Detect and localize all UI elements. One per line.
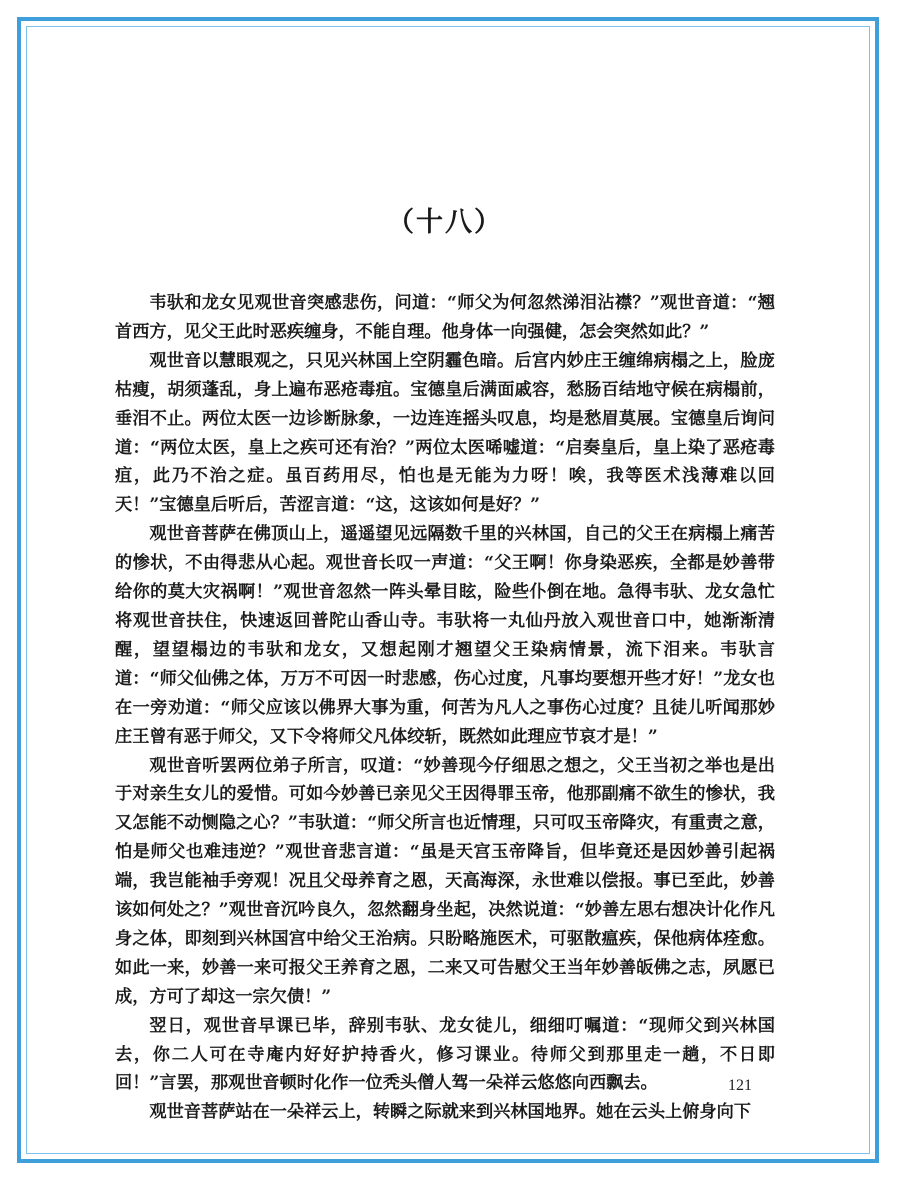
paragraph-2: 观世音以慧眼观之，只见兴林国上空阴霾色暗。后宫内妙庄王缠绵病榻之上，脸庞枯瘦，胡须蓬乱，身上遍布恶疮毒疽。宝德皇后满面戚容，愁肠百结地守候在病榻前，垂泪不止。两位太医一边诊断脉象，一边连连摇头叹息，均是愁眉莫展。宝德皇后询问道：“两位太医，皇上之疾可还有治？”两位太医唏嘘道：“启奏皇后，皇上染了恶疮毒疽，此乃不治之症。虽百药用尽，怕也是无能为力呀！唉，我等医术浅薄难以回天！”宝德皇后听后，苦涩言道：“这，这该如何是好？” xyxy=(115,350,775,516)
page-content xyxy=(115,200,775,1127)
paragraph-1: 韦驮和龙女见观世音突感悲伤，问道：“师父为何忽然涕泪沾襟？”观世音道：“翘首西方，见父王此时恶疾缠身，不能自理。他身体一向强健，怎会突然如此？” xyxy=(115,293,775,342)
chapter-title: （十八） xyxy=(387,207,503,238)
paragraph-3: 观世音菩萨在佛顶山上，遥遥望见远隔数千里的兴林国，自己的父王在病榻上痛苦的惨状，不由得悲从心起。观世音长叹一声道：“父王啊！你身染恶疾，全都是妙善带给你的莫大灾祸啊！”观世音忽然一阵头晕目眩，险些仆倒在地。急得韦驮、龙女急忙将观世音扶住，快速返回普陀山香山寺。韦驮将一丸仙丹放入观世音口中，她渐渐清醒，望望榻边的韦驮和龙女，又想起刚才翘望父王染病情景，流下泪来。韦驮言道：“师父仙佛之体，万万不可因一时悲感，伤心过度，凡事均要想开些才好！”龙女也在一旁劝道：“师父应该以佛界大事为重，何苦为凡人之事伤心过度？且徒儿听闻那妙庄王曾有恶于师父，又下令将师父凡体绞斩，既然如此理应节哀才是！” xyxy=(115,524,775,747)
paragraph-4: 观世音听罢两位弟子所言，叹道：“妙善现今仔细思之想之，父王当初之举也是出于对亲生女儿的爱惜。可如今妙善已亲见父王因得罪玉帝，他那副痛不欲生的惨状，我又怎能不动恻隐之心？”韦驮道：“师父所言也近情理，只可叹玉帝降灾，有重责之意，怕是师父也难违逆？”观世音悲言道：“虽是天宫玉帝降旨，但毕竟还是因妙善引起祸端，我岂能袖手旁观！况且父母养育之恩，天高海深，永世难以偿报。事已至此，妙善该如何处之？”观世音沉吟良久，忽然翻身坐起，决然说道：“妙善左思右想决计化作凡身之体，即刻到兴林国宫中给父王治病。只盼略施医术，可驱散瘟疾，保他病体痊愈。如此一来，妙善一来可报父王养育之恩，二来又可告慰父王当年妙善皈佛之志，夙愿已成，方可了却这一宗欠债！” xyxy=(115,755,775,1007)
page-number: 121 xyxy=(728,1077,752,1094)
paragraph-6: 观世音菩萨站在一朵祥云上，转瞬之际就来到兴林国地界。她在云头上俯身向下 xyxy=(149,1102,751,1123)
paragraph-5: 翌日，观世音早课已毕，辞别韦驮、龙女徒儿，细细叮嘱道：“现师父到兴林国去，你二人可在寺庵内好好护持香火，修习课业。待师父到那里走一趟，不日即回！”言罢，那观世音顿时化作一位秃头僧人驾一朵祥云悠悠向西飘去。 xyxy=(115,1015,775,1094)
